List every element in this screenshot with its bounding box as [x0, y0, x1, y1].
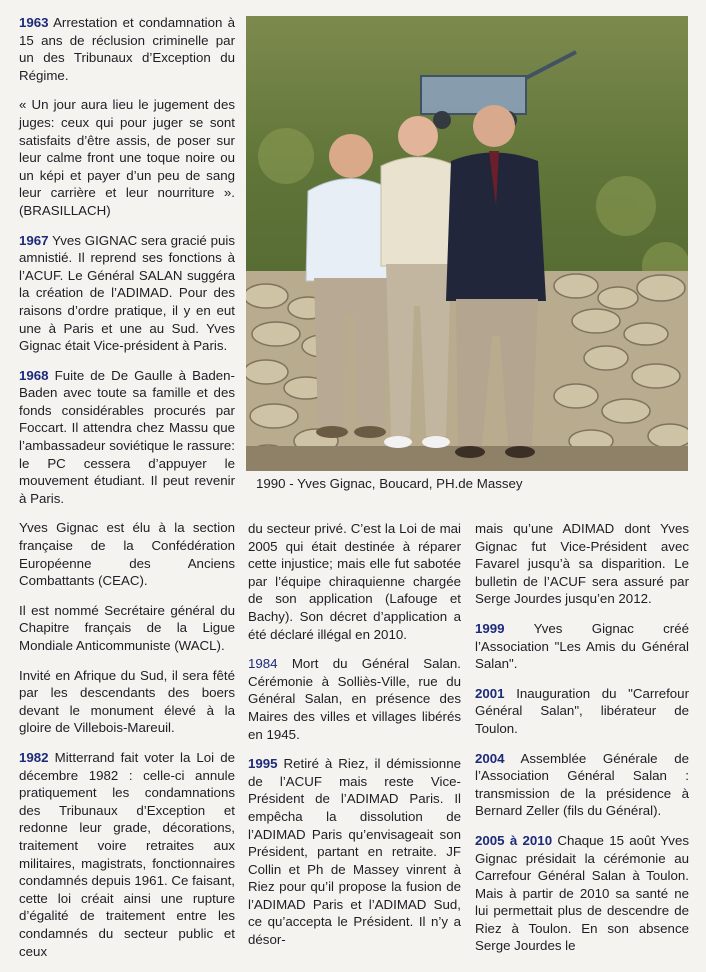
year-label: 2001: [475, 685, 505, 701]
year-label: 1967: [19, 232, 49, 248]
column-left: [19, 0, 235, 972]
entry-1999: [475, 620, 689, 673]
year-label: 1984: [248, 656, 278, 672]
year-label: 1963: [19, 15, 49, 30]
entry-2005-2010: [475, 832, 689, 955]
paragraph-continuation: mais qu’une ADIMAD dont Yves Gignac fut Vice-Président avec Favarel jusqu’à sa disparition. Le bulletin de l’ACUF sera assuré par Serge Jourdes jusqu’en 2012.: [475, 521, 689, 607]
column-middle: [248, 520, 461, 961]
entry-text: Assemblée Générale de l’Association Général Salan : transmission de la présidence à Bernard Zeller (fils du Général).: [475, 750, 689, 819]
photo-caption: 1990 - Yves Gignac, Boucard, PH.de Massey: [256, 476, 523, 491]
paragraph-wacl: Il est nommé Secrétaire général du Chapitre français de la Ligue Mondiale Anticommuniste (WACL).: [19, 602, 235, 653]
paragraph-ceac: Yves Gignac est élu à la section française de la Confédération Européenne des Anciens Combattants (CEAC).: [19, 520, 235, 589]
entry-text: Arrestation et condamnation à 15 ans de réclusion criminelle par un des Tribunaux d’Exception du Régime.: [19, 15, 235, 83]
year-label: 2005 à 2010: [475, 832, 553, 848]
year-label: 1999: [475, 620, 505, 636]
paragraph-south-africa: Invité en Afrique du Sud, il sera fêté par les descendants des boers devant le monument élevé à la gloire de Villebois-Mareuil.: [19, 667, 235, 736]
entry-text: Mort du Général Salan. Cérémonie à Solliès-Ville, rue du Général Salan, en présence des Maires des villes et villages libérés en 1945.: [248, 656, 461, 742]
entry-1963: [19, 14, 235, 84]
photo-illustration: [246, 16, 688, 471]
entry-1982: [19, 749, 235, 960]
entry-2001: [475, 685, 689, 738]
quote-brasillach: « Un jour aura lieu le jugement des juges: ceux qui pour juger se sont satisfaits d’être assis, de poser sur leur calme front une toque noire ou un képi et payer d’un peu de sang leur carrière et leur nourriture ». (BRASILLACH): [19, 97, 235, 218]
year-label: 1968: [19, 367, 49, 383]
paragraph-continuation: du secteur privé. C’est la Loi de mai 2005 qui était destinée à réparer cette injustice; mais elle fut sabotée par l’équipe chiraquienne chargée de son application (Lafouge et Bachy). Son décret d’application a été déclaré illégal en 2010.: [248, 521, 461, 642]
group-photo: [246, 16, 688, 471]
entry-text: Yves Gignac créé l’Association "Les Amis du Général Salan".: [475, 620, 689, 672]
entry-text: Mitterrand fait voter la Loi de décembre 1982 : celle-ci annule pratiquement les condamnations des Tribunaux d’Exception et redonne leur grade, décorations, traitement voire retraites aux militaires, magistrats, fonctionnaires condamnés depuis 1961. Ce faisant, cette loi créait ainsi une rupture d’égalité de traitement entre les condamnés du secteur public et ceux: [19, 749, 235, 959]
year-label: 2004: [475, 750, 505, 766]
year-label: 1995: [248, 756, 278, 772]
entry-1968: [19, 367, 235, 508]
entry-text: Chaque 15 août Yves Gignac présidait la cérémonie au Carrefour Général Salan à Toulon. Mais à partir de 2010 sa santé ne lui permettait plus de descendre de Riez à Toulon. En son absence Serge Jourdes le: [475, 832, 689, 954]
year-label: 1982: [19, 749, 49, 765]
entry-text: Retiré à Riez, il démissionne de l’ACUF mais reste Vice-Président de l’ADIMAD Paris. Il empêcha la dissolution de l’ADIMAD Paris qu’envisageait son Président, partant en retraite. JF Collin et Ph de Massey vinrent à Riez pour qu’il propose la fusion de l’ADIMAD Paris et l’ADIMAD Sud, ce qu’accepta le Président. Il n’y a désor-: [248, 756, 461, 948]
entry-text: Yves GIGNAC sera gracié puis amnistié. Il reprend ses fonctions à l’ACUF. Le Général SALAN suggéra la création de l’ADIMAD. Pour des raisons d’ordre pratique, il y en eut une à Paris et une au Sud. Yves Gignac était Vice-président à Paris.: [19, 232, 235, 354]
entry-1995: [248, 755, 461, 949]
entry-1984: [248, 655, 461, 743]
entry-1967: [19, 232, 235, 355]
entry-text: Inauguration du "Carrefour Général Salan", libérateur de Toulon.: [475, 685, 689, 736]
entry-2004: [475, 750, 689, 820]
entry-text: Fuite de De Gaulle à Baden-Baden avec toute sa famille et des fonds considérables procurés par Foccart. Il attendra chez Massu que l’ambassadeur soviétique le rassure: le PC cessera d’appuyer le mouvement étudiant. Il peut revenir à Paris.: [19, 367, 235, 506]
column-right: [475, 520, 689, 967]
